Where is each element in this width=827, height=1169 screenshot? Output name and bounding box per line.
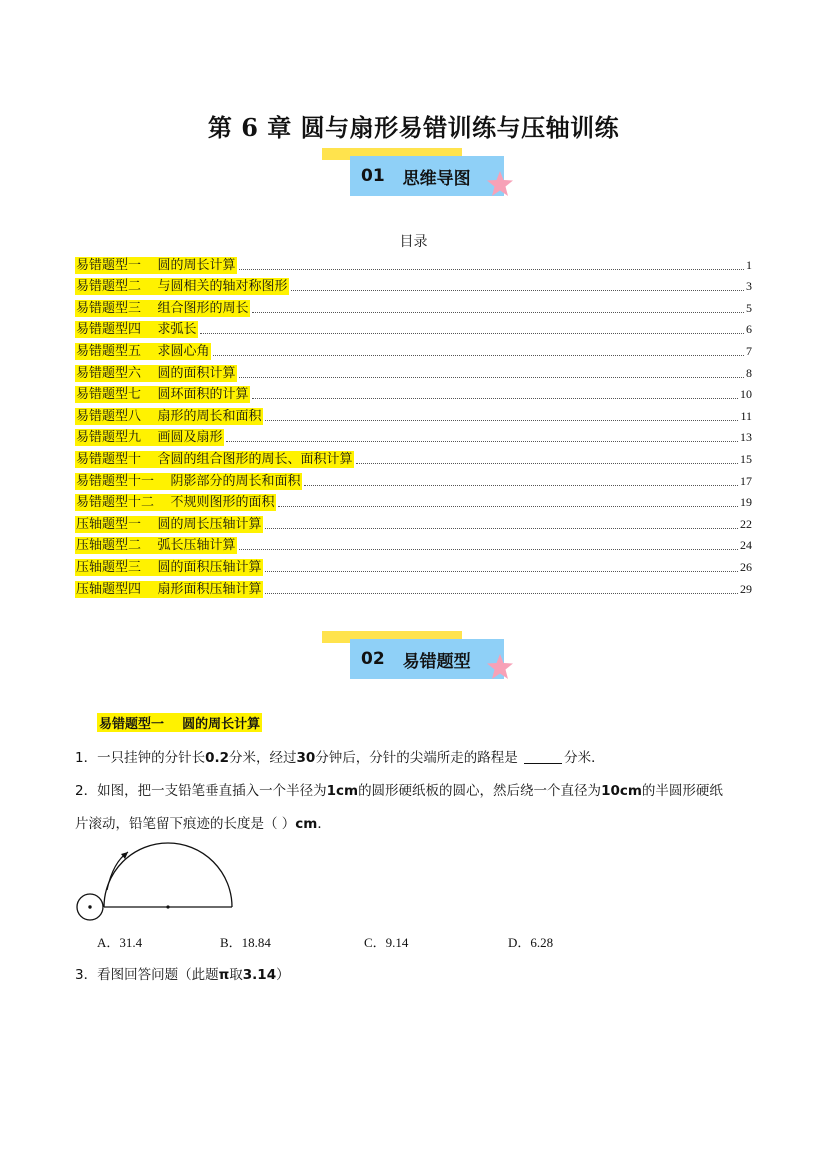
- section-banner-mindmap: [322, 148, 512, 208]
- toc-label: 压轴题型一 圆的周长压轴计算: [76, 516, 262, 532]
- toc-entry[interactable]: [75, 468, 752, 490]
- toc-page: 19: [740, 495, 752, 510]
- toc-leader: [239, 376, 744, 378]
- toc-leader: [265, 527, 738, 529]
- toc-leader: [226, 440, 738, 442]
- toc-entry[interactable]: [75, 511, 752, 533]
- toc-leader: [239, 268, 744, 270]
- document-title: 第 6 章 圆与扇形易错训练与压轴训练: [207, 113, 620, 142]
- toc-leader: [278, 505, 738, 507]
- toc-leader: [213, 354, 744, 356]
- toc-page: 8: [746, 365, 752, 380]
- option-c[interactable]: C．9.14: [364, 935, 409, 950]
- toc-entry[interactable]: [75, 295, 752, 317]
- toc-leader: [291, 289, 744, 291]
- toc-leader: [252, 311, 744, 313]
- toc-label: 易错题型四 求弧长: [76, 322, 197, 338]
- toc-entry[interactable]: [75, 554, 752, 576]
- q1-text-f: 分米．: [564, 750, 605, 766]
- toc-entry[interactable]: [75, 360, 752, 382]
- toc-entry[interactable]: [75, 490, 752, 512]
- toc-label: 压轴题型二 弧长压轴计算: [76, 538, 236, 554]
- toc-label: 易错题型八 扇形的周长和面积: [76, 408, 262, 424]
- section-heading: 易错题型一 圆的周长计算: [97, 713, 262, 732]
- option-d[interactable]: D．6.28: [508, 935, 554, 950]
- toc-leader: [200, 332, 744, 334]
- toc-label: 易错题型六 圆的面积计算: [76, 365, 236, 381]
- q1-text-a: 1．一只挂钟的分针长: [75, 750, 206, 766]
- toc-leader: [265, 592, 738, 594]
- toc-entry[interactable]: [75, 252, 752, 274]
- toc-label: 易错题型五 求圆心角: [76, 343, 210, 359]
- toc-entry[interactable]: [75, 425, 752, 447]
- banner-number: 01: [361, 166, 385, 186]
- toc-leader: [304, 484, 738, 486]
- q3-text-c: 取: [229, 967, 243, 983]
- q2-text-a: 2．如图，把一支铅笔垂直插入一个半径为: [75, 783, 327, 799]
- toc-entry[interactable]: [75, 533, 752, 555]
- toc-page: 5: [746, 300, 752, 315]
- toc-entry[interactable]: [75, 338, 752, 360]
- toc-page: 26: [740, 559, 752, 574]
- toc-label: 易错题型九 画圆及扇形: [76, 430, 223, 446]
- toc-page: 10: [740, 387, 752, 402]
- q1-value-minutes: 30: [296, 750, 316, 766]
- banner-box: [350, 639, 504, 679]
- toc-label: 易错题型一 圆的周长计算: [76, 257, 236, 273]
- toc-page: 6: [746, 322, 752, 337]
- toc-label: 易错题型三 组合图形的周长: [76, 300, 249, 316]
- toc-label: 易错题型十二 不规则图形的面积: [76, 495, 275, 511]
- q1-value-length: 0.2: [205, 750, 230, 766]
- toc-label: 易错题型十 含圆的组合图形的周长、面积计算: [76, 451, 353, 467]
- toc-page: 13: [740, 430, 752, 445]
- q3-text-e: ）: [276, 967, 290, 983]
- q2-value-radius: 1cm: [326, 783, 359, 799]
- q2-period: ．: [317, 816, 331, 832]
- star-icon: [486, 653, 514, 681]
- toc-page: 17: [740, 473, 752, 488]
- toc-page: 29: [740, 581, 752, 596]
- toc-page: 7: [746, 343, 752, 358]
- toc-page: 3: [746, 279, 752, 294]
- banner-text: 易错题型: [402, 651, 471, 672]
- toc-entry[interactable]: [75, 576, 752, 598]
- q2-value-diameter: 10cm: [601, 783, 642, 799]
- question-1: [75, 746, 755, 771]
- toc-entry[interactable]: [75, 382, 752, 404]
- toc-entry[interactable]: [75, 403, 752, 425]
- toc-label: 易错题型二 与圆相关的轴对称图形: [76, 279, 288, 295]
- banner-text: 思维导图: [402, 168, 471, 189]
- question-3: [75, 963, 755, 988]
- toc-page: 15: [740, 451, 752, 466]
- option-b[interactable]: B．18.84: [220, 935, 271, 950]
- q2-text-line2: 片滚动，铅笔留下痕迹的长度是（ ）: [75, 816, 296, 832]
- toc-entry[interactable]: [75, 446, 752, 468]
- q3-pi: π: [218, 967, 230, 983]
- toc-leader: [239, 548, 738, 550]
- toc-entry[interactable]: [75, 317, 752, 339]
- toc-label: 压轴题型三 圆的面积压轴计算: [76, 559, 262, 575]
- toc-leader: [252, 397, 738, 399]
- option-a[interactable]: A．31.4: [97, 935, 143, 950]
- star-icon: [486, 170, 514, 198]
- q1-text-e: 分钟后，分针的尖端所走的路程是: [315, 750, 523, 766]
- answer-blank[interactable]: [524, 749, 562, 764]
- section-banner-error-types: [322, 631, 512, 691]
- toc-title: 目录: [399, 234, 428, 250]
- toc-label: 易错题型十一 阴影部分的周长和面积: [76, 473, 301, 489]
- semicircle-rolling-figure: [74, 838, 244, 928]
- banner-box: [350, 156, 504, 196]
- q3-value: 3.14: [242, 967, 277, 983]
- toc-leader: [265, 419, 739, 421]
- toc-page: 1: [746, 257, 752, 272]
- toc-label: 易错题型七 圆环面积的计算: [76, 387, 249, 403]
- toc-leader: [356, 462, 738, 464]
- q2-text-c: 的圆形硬纸板的圆心，然后绕一个直径为: [358, 783, 602, 799]
- q2-text-e: 的半圆形硬纸: [641, 783, 723, 799]
- table-of-contents: [75, 252, 752, 598]
- toc-page: 11: [740, 408, 752, 423]
- toc-leader: [265, 570, 738, 572]
- q1-text-c: 分米，经过: [229, 750, 297, 766]
- q3-text-a: 3．看图回答问题（此题: [75, 967, 219, 983]
- toc-label: 压轴题型四 扇形面积压轴计算: [76, 581, 262, 597]
- toc-entry[interactable]: [75, 274, 752, 296]
- toc-page: 22: [740, 516, 752, 531]
- question-2: [75, 779, 755, 837]
- toc-page: 24: [740, 538, 752, 553]
- banner-number: 02: [361, 649, 385, 669]
- q2-unit: cm: [295, 816, 318, 832]
